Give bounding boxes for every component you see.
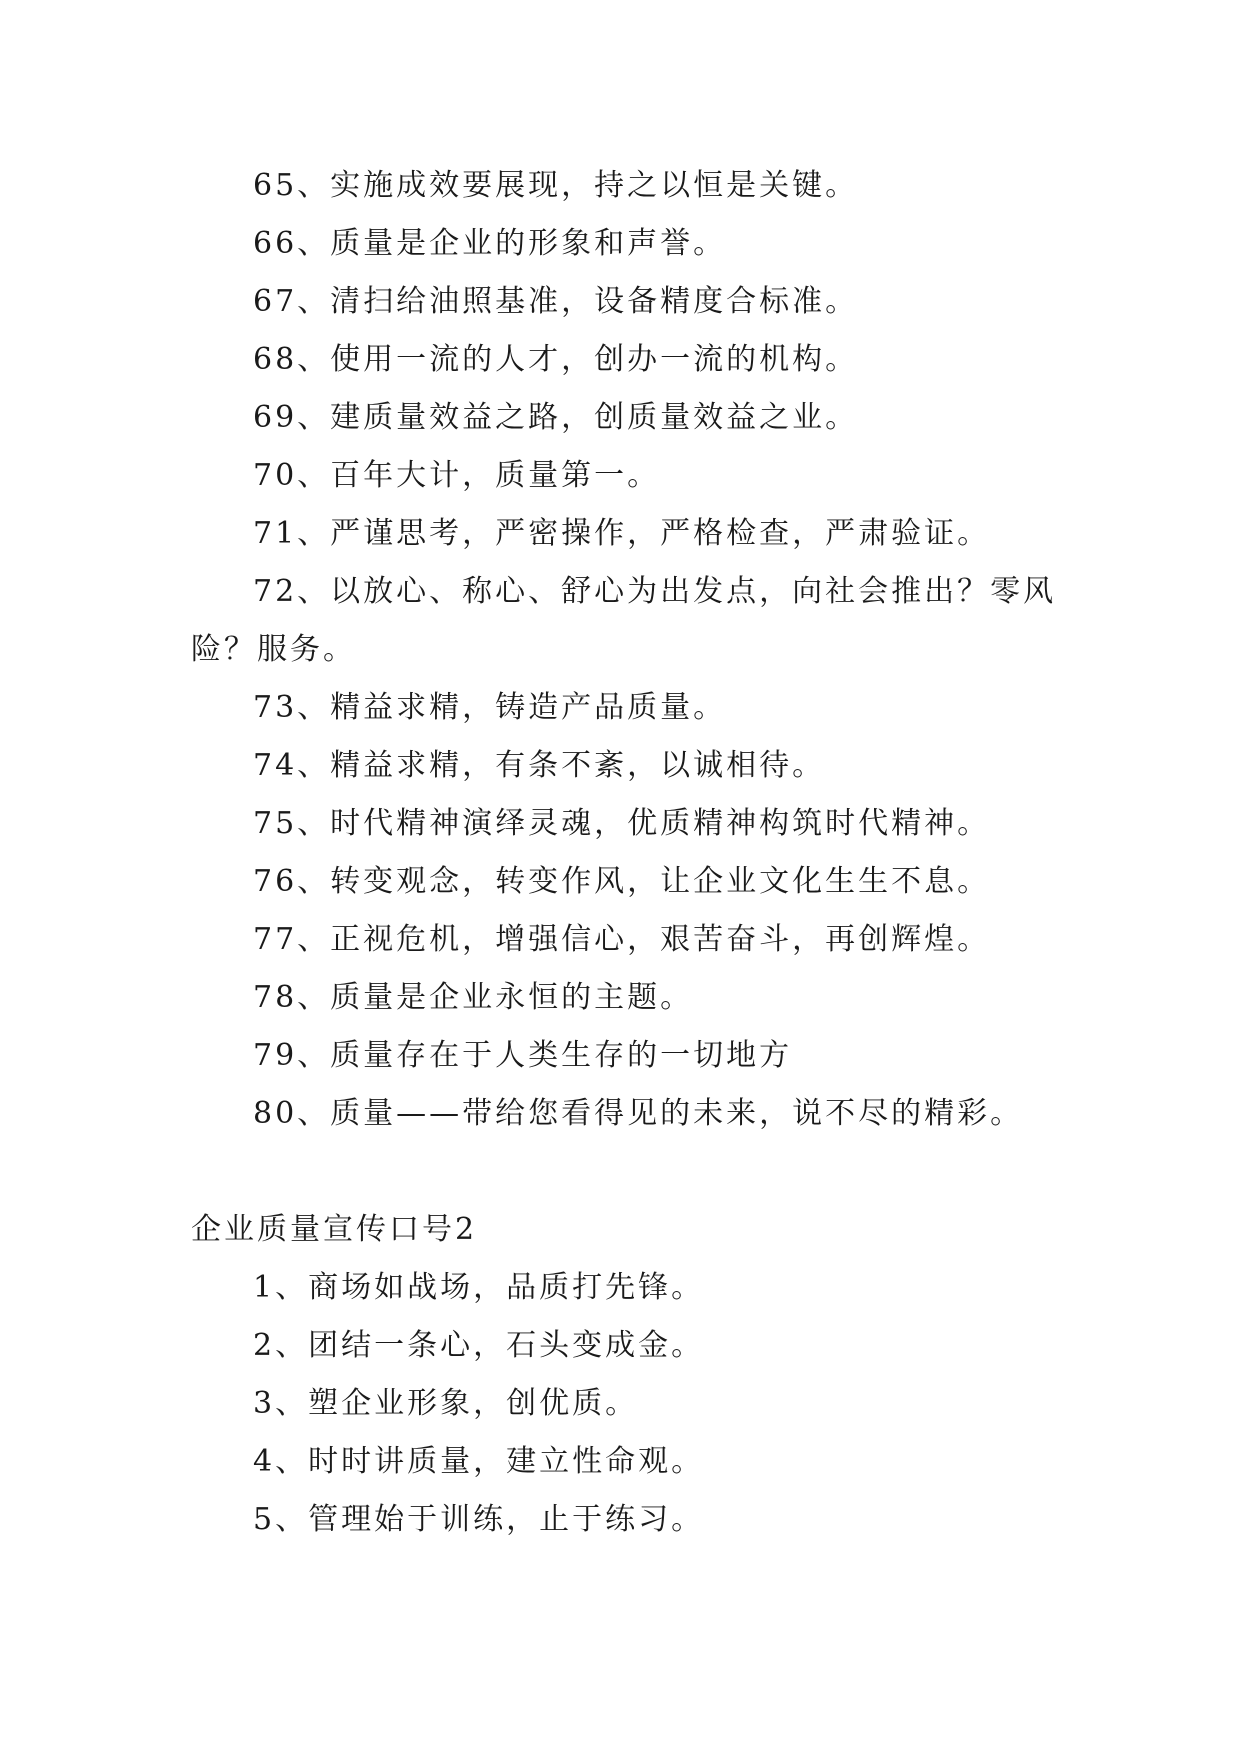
slogan-line: 66、质量是企业的形象和声誉。 <box>253 226 727 261</box>
slogan-line: 71、严谨思考，严密操作，严格检查，严肃验证。 <box>253 516 991 551</box>
slogan-line: 75、时代精神演绎灵魂，优质精神构筑时代精神。 <box>253 806 991 841</box>
slogan-line: 5、管理始于训练，止于练习。 <box>253 1502 705 1537</box>
slogan-line: 72、以放心、称心、舒心为出发点，向社会推出？零风 <box>253 574 1057 609</box>
slogan-line: 78、质量是企业永恒的主题。 <box>253 980 694 1015</box>
slogan-line: 68、使用一流的人才，创办一流的机构。 <box>253 342 859 377</box>
slogan-line: 73、精益求精，铸造产品质量。 <box>253 690 727 725</box>
slogan-line: 3、塑企业形象，创优质。 <box>253 1386 639 1421</box>
slogan-line: 80、质量——带给您看得见的未来，说不尽的精彩。 <box>253 1096 1024 1131</box>
slogan-line: 70、百年大计，质量第一。 <box>253 458 661 493</box>
slogan-line: 1、商场如战场，品质打先锋。 <box>253 1270 705 1305</box>
slogan-line: 77、正视危机，增强信心，艰苦奋斗，再创辉煌。 <box>253 922 991 957</box>
slogan-line: 69、建质量效益之路，创质量效益之业。 <box>253 400 859 435</box>
section-heading: 企业质量宣传口号2 <box>191 1212 478 1247</box>
slogan-line: 74、精益求精，有条不紊，以诚相待。 <box>253 748 826 783</box>
slogan-line: 65、实施成效要展现，持之以恒是关键。 <box>253 168 859 203</box>
slogan-line: 76、转变观念，转变作风，让企业文化生生不息。 <box>253 864 991 899</box>
slogan-line-continuation: 险？服务。 <box>191 632 356 667</box>
slogan-line: 67、清扫给油照基准，设备精度合标准。 <box>253 284 859 319</box>
slogan-line: 2、团结一条心，石头变成金。 <box>253 1328 705 1363</box>
slogan-line: 4、时时讲质量，建立性命观。 <box>253 1444 705 1479</box>
slogan-line: 79、质量存在于人类生存的一切地方 <box>253 1038 793 1073</box>
